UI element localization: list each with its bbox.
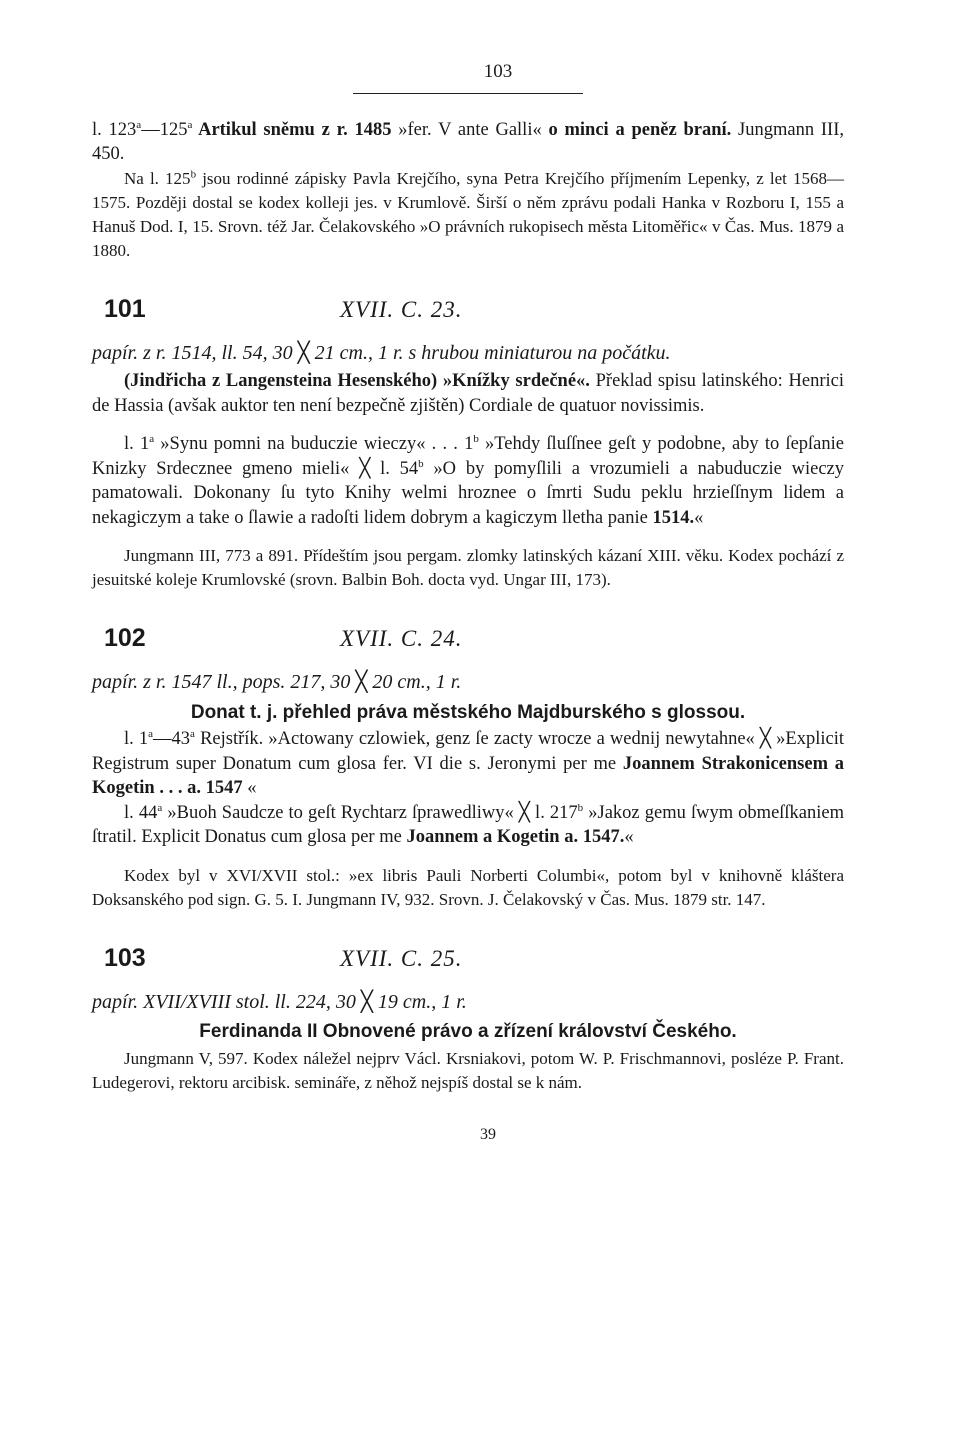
entry-heading [92, 294, 844, 337]
entry-note: Jungmann V, 597. Kodex náležel nejprv Václ. Krsniakovi, potom W. P. Frischmannovi, posléze P. Frant. Ludegerovi, rektoru arcibisk. semináře, z něhož nejspíš dostal se k nám. [92, 1048, 844, 1092]
prev-entry-note: Na l. 125$^b$ jsou rodinné zápisky Pavla Krejčího, syna Petra Krejčího příjmením Lepenky, z let 1568—1575. Později dostal se kodex kolleji jes. v Krumlově. Širší o něm zprávu podali Hanka v Rozboru I, 155 a Hanuš Dod. I, 15. Srovn. též Jar. Čelakovského »O právních rukopisech města Litoměřic« v Čas. Mus. 1879 a 1880. [92, 167, 844, 260]
entry-heading [92, 943, 844, 986]
entry-incipit: l. 1$^a$ »Synu pomni na buduczie wieczy« . . . 1$^b$ »Tehdy ſluſſnee geſt y podobne, aby to ſepſanie Knizky Srdecznee gmeno mieli« ╳ l. 54$^b$ »O by pomyſlili a vrozumieli a nabuduczie wieczy pamatowali. Dokonany ſu tyto Knihy welmi hroznee o ſmrti Sudu peklu hrzieſſnym lidem a nekagiczym a take o ſlawie a radoſti lidem dobrym a kagiczym lletha panie 1514.« [92, 432, 844, 528]
entry-number: 101 [104, 294, 146, 323]
entry-incipit: l. 1$^a$—43$^a$ Rejstřík. »Actowany czlowiek, genz ſe zacty wrocze a wednij newytahne« ╳ »Explicit Registrum super Donatum cum glosa fer. VI die s. Jeronymi per me Joannem Strakonicensem a Kogetin . . . a. 1547 « [92, 727, 845, 798]
prev-entry-line: l. 123$^a$—125$^a$ Artikul sněmu z r. 1485 »fer. V ante Galli« o minci a peněz braní. Jungmann III, 450. [92, 118, 844, 164]
entry-note: Kodex byl v XVI/XVII stol.: »ex libris Pauli Norberti Columbi«, potom byl v knihovně kláštera Doksanského pod sign. G. 5. I. Jungmann IV, 932. Srovn. J. Čelakovský v Čas. Mus. 1879 str. 147. [92, 865, 844, 909]
entry-number: 102 [104, 624, 146, 652]
entry-note: Jungmann III, 773 a 891. Přídeštím jsou pergam. zlomky latinských kázaní XIII. věku. Kodex pochází z jesuitské koleje Krumlovské (srovn. Balbin Boh. docta vyd. Ungar III, 173). [92, 546, 844, 589]
entry-title: (Jindřicha z Langensteina Hesenského) »Knížky srdečné«. Překlad spisu latinského: Henrici de Hassia (avšak auktor ten není bezpečně zjištěn) Cordiale de quatuor novissimis. [92, 371, 844, 416]
entry-signature: XVII. C. 24. [340, 626, 463, 651]
entry-description: papír. z r. 1514, ll. 54, 30 ╳ 21 cm., 1 r. s hrubou miniaturou na počátku. [92, 341, 671, 364]
entry-number: 103 [104, 943, 146, 972]
page-number: 103 [353, 60, 583, 94]
entry-explicit: l. 44$^a$ »Buoh Saudcze to geſt Rychtarz ſprawedliwy« ╳ l. 217$^b$ »Jakoz gemu ſwym obmeſſkaniem ſtratil. Explicit Donatus cum glosa per me Joannem a Kogetin a. 1547.« [92, 801, 845, 847]
entry-description: papír. z r. 1547 ll., pops. 217, 30 ╳ 20 cm., 1 r. [92, 671, 462, 693]
document-page [92, 60, 844, 1147]
entry-signature: XVII. C. 25. [340, 945, 463, 971]
entry-title: Ferdinanda II Obnovené právo a zřízení království Českého. [199, 1021, 737, 1042]
entry-heading [92, 626, 844, 666]
entry-title: Donat t. j. přehled práva městského Majdburského s glossou. [190, 701, 746, 723]
entry-signature: XVII. C. 23. [340, 296, 463, 322]
footer-sheet-number: 39 [480, 1125, 496, 1143]
entry-description: papír. XVII/XVIII stol. ll. 224, 30 ╳ 19 cm., 1 r. [92, 990, 467, 1013]
